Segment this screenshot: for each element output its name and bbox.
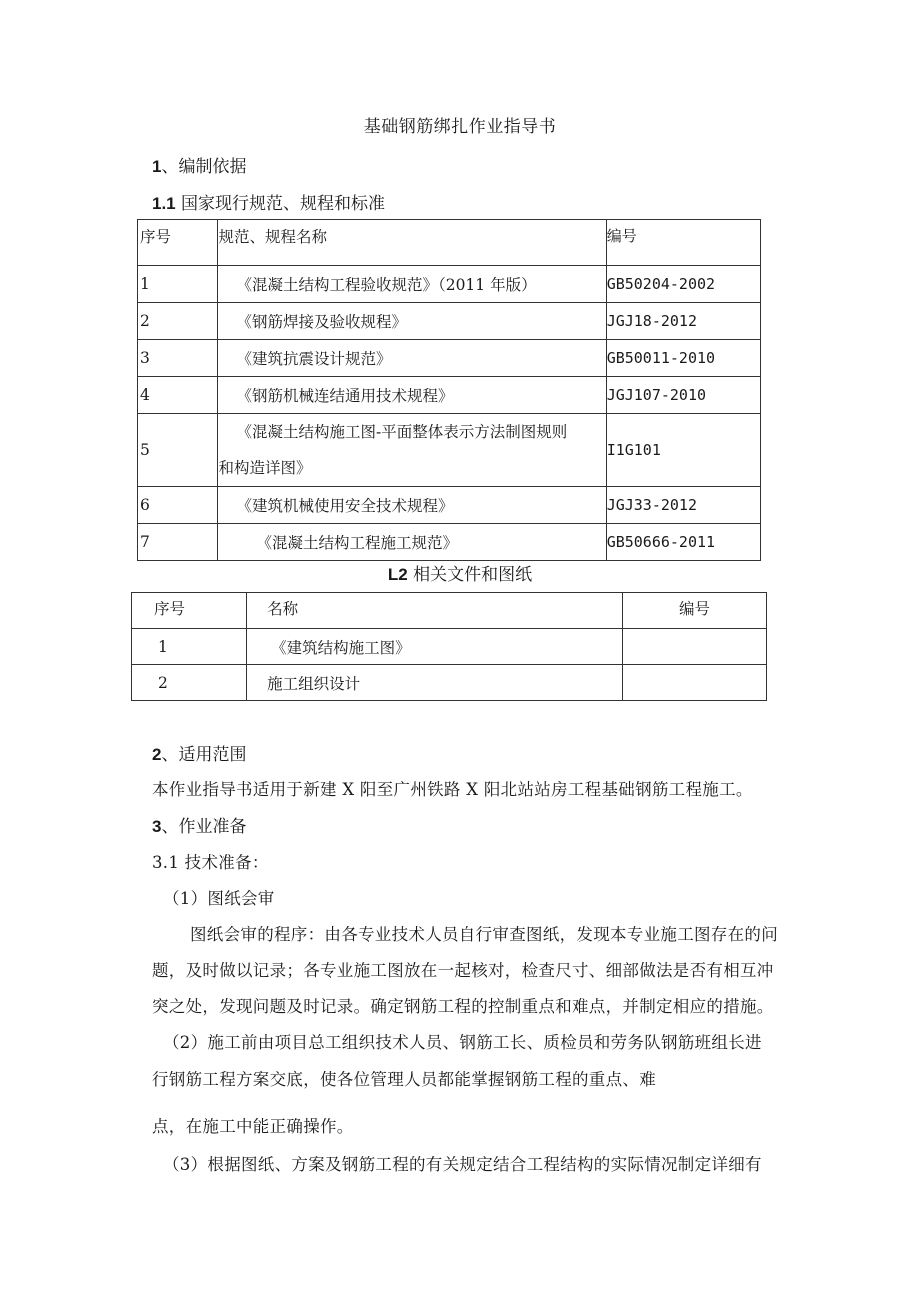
row-name-text: 《混凝土结构工程验收规范》（2011 年版）: [236, 276, 537, 294]
item-1-line-3: 突之处，发现问题及时记录。确定钢筋工程的控制重点和难点，并制定相应的措施。: [152, 997, 774, 1016]
subsection-3-1: 3.1 技术准备：: [152, 853, 269, 872]
section-2-number: 2: [152, 745, 162, 764]
section-1-number: 1: [152, 157, 162, 176]
subsection-1-2-number: L2: [387, 565, 408, 584]
header-cell-code: 编号: [623, 593, 767, 629]
row-no: 2: [132, 665, 247, 701]
row-name: [218, 266, 606, 303]
header-cell-code: 编号: [606, 220, 760, 266]
header-cell-name: 规范、规程名称: [218, 220, 606, 266]
row-name: [218, 414, 606, 487]
item-2-line-3: 点，在施工中能正确操作。: [152, 1117, 354, 1136]
row-name: [218, 487, 606, 524]
section-1-title: 、编制依据: [161, 157, 247, 177]
table-row: [138, 266, 761, 303]
row-code: GB50011-2010: [606, 340, 760, 377]
section-3-title: 、作业准备: [161, 817, 247, 837]
row-no: 1: [138, 266, 218, 303]
section-2-heading: [152, 740, 246, 765]
row-name: 《建筑结构施工图》: [247, 629, 623, 665]
row-code: [623, 629, 767, 665]
item-1-title: （1）图纸会审: [163, 889, 275, 908]
document-title: 基础钢筋绑扎作业指导书: [363, 117, 557, 137]
subsection-1-1-title: 国家现行规范、规程和标准: [181, 194, 386, 214]
table-row: [138, 377, 761, 414]
row-name-text: 《建筑机械使用安全技术规程》: [236, 497, 454, 515]
row-name: [218, 377, 606, 414]
row-name-text: 《混凝土结构工程施工规范》: [256, 534, 458, 552]
header-cell-name: 名称: [247, 593, 623, 629]
item-3-line-1: （3）根据图纸、方案及钢筋工程的有关规定结合工程结构的实际情况制定详细有: [163, 1155, 762, 1174]
section-2-title: 、适用范围: [161, 745, 247, 765]
row-code: JGJ33-2012: [606, 487, 760, 524]
row-name-text: 《混凝土结构施工图-平面整体表示方法制图规则: [236, 423, 568, 441]
section-2-text: 本作业指导书适用于新建 X 阳至广州铁路 X 阳北站站房工程基础钢筋工程施工。: [152, 780, 753, 799]
row-name-text: 《钢筋焊接及验收规程》: [236, 313, 407, 331]
row-no: 4: [138, 377, 218, 414]
section-1-heading: [152, 152, 246, 177]
row-no: 1: [132, 629, 247, 665]
section-3-heading: [152, 812, 246, 837]
header-cell-no: 序号: [132, 593, 247, 629]
row-no: 5: [138, 414, 218, 487]
row-name: 施工组织设计: [247, 665, 623, 701]
row-no: 3: [138, 340, 218, 377]
row-code: GB50666-2011: [606, 524, 760, 561]
row-no: 6: [138, 487, 218, 524]
header-cell-no: 序号: [138, 220, 218, 266]
item-2-line-1: （2）施工前由项目总工组织技术人员、钢筋工长、质检员和劳务队钢筋班组长进: [163, 1033, 762, 1052]
row-code: JGJ18-2012: [606, 303, 760, 340]
row-name: [218, 340, 606, 377]
table-row: [132, 665, 767, 701]
subsection-1-2-title: 相关文件和图纸: [413, 565, 533, 585]
item-2-line-2: 行钢筋工程方案交底，使各位管理人员都能掌握钢筋工程的重点、难: [152, 1070, 656, 1089]
row-no: 7: [138, 524, 218, 561]
table-row: [138, 414, 761, 487]
subsection-1-1-number: 1.1: [152, 194, 176, 213]
table-row: [138, 487, 761, 524]
table-row: [138, 524, 761, 561]
table-header-row: [132, 593, 767, 629]
standards-table: [137, 219, 761, 561]
subsection-1-1-heading: [152, 189, 385, 214]
subsection-1-2-heading: [0, 560, 920, 585]
row-name: [218, 303, 606, 340]
table-row: [138, 303, 761, 340]
row-code: [623, 665, 767, 701]
row-name-text: 《钢筋机械连结通用技术规程》: [236, 387, 454, 405]
documents-table: [131, 592, 767, 701]
table-row: [138, 340, 761, 377]
table-row: [132, 629, 767, 665]
table-header-row: [138, 220, 761, 266]
row-name-text-cont: 和构造详图》: [218, 459, 312, 477]
row-name: [218, 524, 606, 561]
row-code: I1G101: [606, 414, 760, 487]
row-code: GB50204-2002: [606, 266, 760, 303]
item-1-line-1: 图纸会审的程序：由各专业技术人员自行审查图纸，发现本专业施工图存在的问: [190, 925, 778, 944]
section-3-number: 3: [152, 817, 162, 836]
row-name-text: 《建筑抗震设计规范》: [236, 350, 392, 368]
item-1-line-2: 题，及时做以记录；各专业施工图放在一起核对，检查尺寸、细部做法是否有相互冲: [152, 961, 774, 980]
row-code: JGJ107-2010: [606, 377, 760, 414]
row-no: 2: [138, 303, 218, 340]
